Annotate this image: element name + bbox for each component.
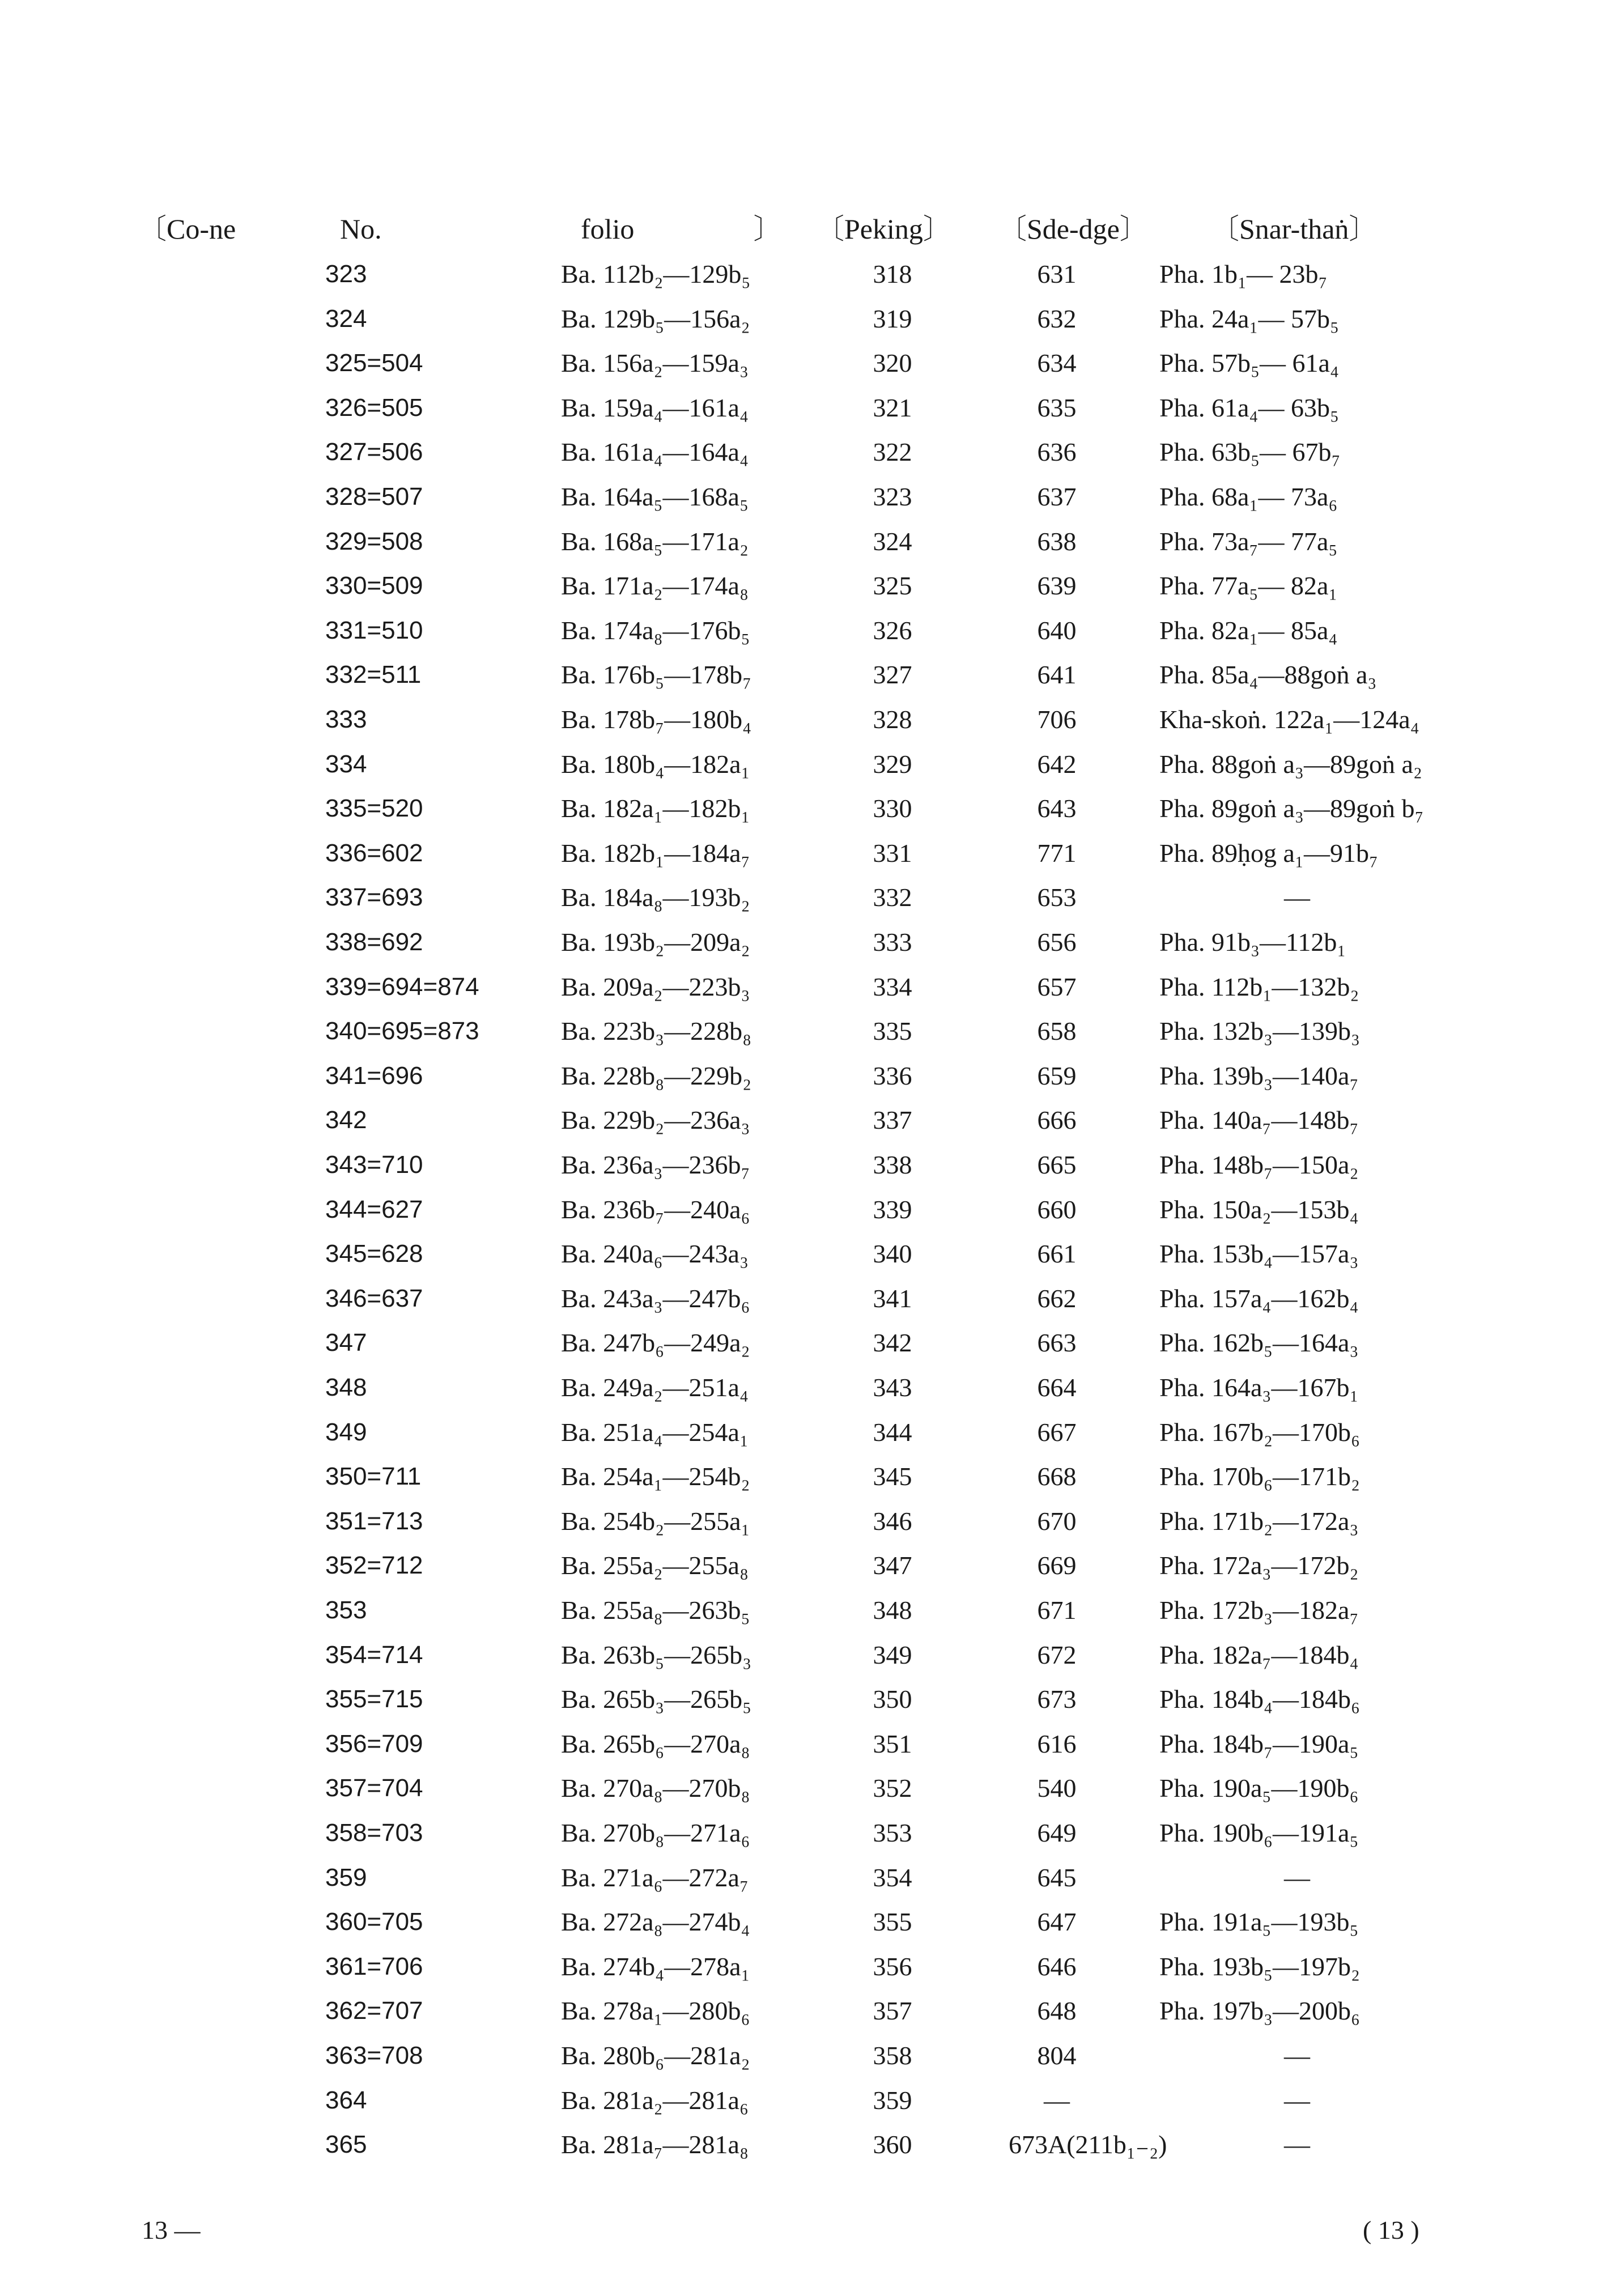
sdedge-number: 639 bbox=[1037, 571, 1077, 600]
sdedge-number: 671 bbox=[1037, 1596, 1077, 1625]
sdedge-number: 673A(211b₁₋₂) bbox=[1009, 2130, 1167, 2159]
peking-number: 324 bbox=[873, 527, 912, 556]
snarthan-range: Pha. 85a₄—88goṅ a₃ bbox=[1159, 660, 1377, 689]
table-row bbox=[0, 1545, 1624, 1586]
entry-number: 343=710 bbox=[325, 1151, 423, 1179]
snarthan-range: — bbox=[1284, 2130, 1310, 2159]
folio-range: Ba. 209a₂—223b₃ bbox=[561, 972, 750, 1001]
entry-number: 338=692 bbox=[325, 928, 423, 956]
folio-range: Ba. 274b₄—278a₁ bbox=[561, 1952, 750, 1981]
sdedge-number: 637 bbox=[1037, 482, 1077, 511]
entry-number: 364 bbox=[325, 2086, 367, 2114]
snarthan-range: Kha-skoṅ. 122a₁—124a₄ bbox=[1159, 705, 1419, 734]
folio-range: Ba. 236b₇—240a₆ bbox=[561, 1195, 750, 1224]
sdedge-number: 804 bbox=[1037, 2041, 1077, 2070]
folio-range: Ba. 243a₃—247b₆ bbox=[561, 1284, 750, 1313]
snarthan-range: Pha. 89ḥog a₁—91b₇ bbox=[1159, 839, 1378, 868]
table-row bbox=[0, 699, 1624, 740]
page-number-left: 13 — bbox=[142, 2216, 201, 2244]
peking-number: 359 bbox=[873, 2086, 912, 2115]
entry-number: 351=713 bbox=[325, 1507, 423, 1535]
table-row bbox=[0, 1501, 1624, 1542]
entry-number: 358=703 bbox=[325, 1819, 423, 1847]
folio-range: Ba. 161a₄—164a₄ bbox=[561, 437, 749, 466]
table-row bbox=[0, 1590, 1624, 1631]
sdedge-number: 658 bbox=[1037, 1017, 1077, 1045]
table-row bbox=[0, 388, 1624, 428]
header-snarthan: 〔Snar-thaṅ〕 bbox=[1211, 213, 1378, 245]
peking-number: 332 bbox=[873, 883, 912, 912]
entry-number: 345=628 bbox=[325, 1240, 423, 1268]
table-row bbox=[0, 1145, 1624, 1185]
table-row bbox=[0, 1768, 1624, 1809]
entry-number: 325=504 bbox=[325, 349, 423, 377]
header-folio: folio 〕 bbox=[581, 213, 782, 245]
entry-number: 342 bbox=[325, 1106, 367, 1134]
table-row bbox=[0, 1100, 1624, 1141]
snarthan-range: Pha. 82a₁— 85a₄ bbox=[1159, 616, 1338, 645]
folio-range: Ba. 271a₆—272a₇ bbox=[561, 1863, 749, 1892]
snarthan-range: — bbox=[1284, 2086, 1310, 2115]
entry-number: 359 bbox=[325, 1864, 367, 1891]
sdedge-number: 661 bbox=[1037, 1239, 1077, 1268]
snarthan-range: Pha. 157a₄—162b₄ bbox=[1159, 1284, 1359, 1313]
header-peking: 〔Peking〕 bbox=[816, 213, 951, 245]
folio-range: Ba. 184a₈—193b₂ bbox=[561, 883, 750, 912]
peking-number: 335 bbox=[873, 1017, 912, 1045]
snarthan-range: Pha. 148b₇—150a₂ bbox=[1159, 1150, 1359, 1179]
sdedge-number: 648 bbox=[1037, 1996, 1077, 2025]
peking-number: 340 bbox=[873, 1239, 912, 1268]
entry-number: 348 bbox=[325, 1374, 367, 1401]
folio-range: Ba. 270b₈—271a₆ bbox=[561, 1818, 750, 1847]
entry-number: 340=695=873 bbox=[325, 1017, 479, 1045]
folio-range: Ba. 280b₆—281a₂ bbox=[561, 2041, 750, 2070]
peking-number: 347 bbox=[873, 1551, 912, 1580]
entry-number: 346=637 bbox=[325, 1285, 423, 1312]
folio-range: Ba. 168a₅—171a₂ bbox=[561, 527, 749, 556]
folio-range: Ba. 251a₄—254a₁ bbox=[561, 1418, 749, 1447]
peking-number: 355 bbox=[873, 1907, 912, 1936]
snarthan-range: Pha. 172b₃—182a₇ bbox=[1159, 1596, 1359, 1625]
sdedge-number: 670 bbox=[1037, 1507, 1077, 1536]
folio-range: Ba. 249a₂—251a₄ bbox=[561, 1373, 749, 1402]
snarthan-range: Pha. 57b₅— 61a₄ bbox=[1159, 348, 1339, 377]
table-row bbox=[0, 833, 1624, 874]
folio-range: Ba. 156a₂—159a₃ bbox=[561, 348, 749, 377]
entry-number: 353 bbox=[325, 1596, 367, 1624]
table-row bbox=[0, 1323, 1624, 1363]
table-row bbox=[0, 477, 1624, 517]
sdedge-number: 659 bbox=[1037, 1061, 1077, 1090]
sdedge-number: 771 bbox=[1037, 839, 1077, 868]
entry-number: 339=694=874 bbox=[325, 973, 479, 1001]
snarthan-range: Pha. 172a₃—172b₂ bbox=[1159, 1551, 1359, 1580]
table-header bbox=[0, 209, 1624, 249]
peking-number: 350 bbox=[873, 1685, 912, 1714]
page-number-right: ( 13 ) bbox=[1363, 2216, 1419, 2244]
folio-range: Ba. 176b₅—178b₇ bbox=[561, 660, 752, 689]
sdedge-number: 668 bbox=[1037, 1462, 1077, 1491]
folio-range: Ba. 265b₃—265b₅ bbox=[561, 1685, 752, 1714]
snarthan-range: Pha. 24a₁— 57b₅ bbox=[1159, 304, 1339, 333]
sdedge-number: 635 bbox=[1037, 393, 1077, 422]
sdedge-number: 636 bbox=[1037, 437, 1077, 466]
sdedge-number: 647 bbox=[1037, 1907, 1077, 1936]
sdedge-number: 640 bbox=[1037, 616, 1077, 645]
table-row bbox=[0, 1056, 1624, 1096]
peking-number: 318 bbox=[873, 260, 912, 288]
entry-number: 349 bbox=[325, 1418, 367, 1446]
sdedge-number: 663 bbox=[1037, 1328, 1077, 1357]
entry-number: 365 bbox=[325, 2131, 367, 2158]
peking-number: 321 bbox=[873, 393, 912, 422]
table-row bbox=[0, 1456, 1624, 1497]
entry-number: 335=520 bbox=[325, 794, 423, 822]
snarthan-range: Pha. 68a₁— 73a₆ bbox=[1159, 482, 1338, 511]
peking-number: 337 bbox=[873, 1106, 912, 1134]
header-sdedge: 〔Sde-dge〕 bbox=[998, 213, 1148, 245]
table-row bbox=[0, 1234, 1624, 1274]
entry-number: 354=714 bbox=[325, 1641, 423, 1669]
snarthan-range: Pha. 197b₃—200b₆ bbox=[1159, 1996, 1361, 2025]
entry-number: 327=506 bbox=[325, 438, 423, 466]
entry-number: 329=508 bbox=[325, 528, 423, 555]
peking-number: 331 bbox=[873, 839, 912, 868]
peking-number: 353 bbox=[873, 1818, 912, 1847]
folio-range: Ba. 254a₁—254b₂ bbox=[561, 1462, 750, 1491]
sdedge-number: 656 bbox=[1037, 928, 1077, 956]
folio-range: Ba. 254b₂—255a₁ bbox=[561, 1507, 750, 1536]
table-row bbox=[0, 254, 1624, 295]
peking-number: 342 bbox=[873, 1328, 912, 1357]
peking-number: 323 bbox=[873, 482, 912, 511]
folio-range: Ba. 182b₁—184a₇ bbox=[561, 839, 750, 868]
peking-number: 357 bbox=[873, 1996, 912, 2025]
sdedge-number: 646 bbox=[1037, 1952, 1077, 1981]
snarthan-range: Pha. 73a₇— 77a₅ bbox=[1159, 527, 1338, 556]
snarthan-range: Pha. 150a₂—153b₄ bbox=[1159, 1195, 1359, 1224]
peking-number: 356 bbox=[873, 1952, 912, 1981]
peking-number: 348 bbox=[873, 1596, 912, 1625]
folio-range: Ba. 178b₇—180b₄ bbox=[561, 705, 752, 734]
sdedge-number: 649 bbox=[1037, 1818, 1077, 1847]
table-row bbox=[0, 1635, 1624, 1676]
folio-range: Ba. 255a₂—255a₈ bbox=[561, 1551, 749, 1580]
entry-number: 334 bbox=[325, 750, 367, 778]
table-row bbox=[0, 654, 1624, 695]
sdedge-number: 657 bbox=[1037, 972, 1077, 1001]
entry-number: 330=509 bbox=[325, 572, 423, 599]
entry-number: 360=705 bbox=[325, 1908, 423, 1936]
folio-range: Ba. 255a₈—263b₅ bbox=[561, 1596, 750, 1625]
peking-number: 319 bbox=[873, 304, 912, 333]
peking-number: 344 bbox=[873, 1418, 912, 1447]
table-row bbox=[0, 1813, 1624, 1853]
entry-number: 347 bbox=[325, 1329, 367, 1357]
entry-number: 355=715 bbox=[325, 1685, 423, 1713]
header-no: No. bbox=[340, 213, 382, 245]
entry-number: 332=511 bbox=[325, 661, 422, 688]
peking-number: 358 bbox=[873, 2041, 912, 2070]
folio-range: Ba. 263b₅—265b₃ bbox=[561, 1640, 752, 1669]
entry-number: 333 bbox=[325, 705, 367, 733]
peking-number: 336 bbox=[873, 1061, 912, 1090]
sdedge-number: 660 bbox=[1037, 1195, 1077, 1224]
peking-number: 334 bbox=[873, 972, 912, 1001]
folio-range: Ba. 228b₈—229b₂ bbox=[561, 1061, 752, 1090]
sdedge-number: 673 bbox=[1037, 1685, 1077, 1714]
table-row bbox=[0, 1902, 1624, 1942]
sdedge-number: 540 bbox=[1037, 1774, 1077, 1802]
folio-range: Ba. 270a₈—270b₈ bbox=[561, 1774, 750, 1802]
sdedge-number: 706 bbox=[1037, 705, 1077, 734]
folio-range: Ba. 159a₄—161a₄ bbox=[561, 393, 749, 422]
sdedge-number: 669 bbox=[1037, 1551, 1077, 1580]
folio-range: Ba. 236a₃—236b₇ bbox=[561, 1150, 750, 1179]
folio-range: Ba. 278a₁—280b₆ bbox=[561, 1996, 750, 2025]
sdedge-number: 666 bbox=[1037, 1106, 1077, 1134]
peking-number: 338 bbox=[873, 1150, 912, 1179]
folio-range: Ba. 164a₅—168a₅ bbox=[561, 482, 749, 511]
table-row bbox=[0, 1412, 1624, 1453]
entry-number: 344=627 bbox=[325, 1196, 423, 1223]
folio-range: Ba. 223b₃—228b₈ bbox=[561, 1017, 752, 1045]
sdedge-number: 616 bbox=[1037, 1729, 1077, 1758]
sdedge-number: 672 bbox=[1037, 1640, 1077, 1669]
table-row bbox=[0, 521, 1624, 562]
table-row bbox=[0, 1367, 1624, 1408]
entry-number: 336=602 bbox=[325, 839, 423, 867]
folio-range: Ba. 265b₆—270a₈ bbox=[561, 1729, 750, 1758]
entry-number: 362=707 bbox=[325, 1997, 423, 2025]
entry-number: 326=505 bbox=[325, 394, 423, 422]
entry-number: 331=510 bbox=[325, 616, 423, 644]
peking-number: 320 bbox=[873, 348, 912, 377]
table-row bbox=[0, 1278, 1624, 1319]
sdedge-number: 642 bbox=[1037, 750, 1077, 779]
table-row bbox=[0, 877, 1624, 918]
peking-number: 354 bbox=[873, 1863, 912, 1892]
table-row bbox=[0, 2035, 1624, 2076]
table-row bbox=[0, 2124, 1624, 2165]
sdedge-number: 667 bbox=[1037, 1418, 1077, 1447]
folio-range: Ba. 129b₅—156a₂ bbox=[561, 304, 750, 333]
peking-number: 327 bbox=[873, 660, 912, 689]
peking-number: 349 bbox=[873, 1640, 912, 1669]
sdedge-number: 641 bbox=[1037, 660, 1077, 689]
peking-number: 352 bbox=[873, 1774, 912, 1802]
peking-number: 330 bbox=[873, 794, 912, 823]
table-row bbox=[0, 2080, 1624, 2121]
snarthan-range: Pha. 184b₇—190a₅ bbox=[1159, 1729, 1359, 1758]
table-row bbox=[0, 432, 1624, 473]
entry-number: 328=507 bbox=[325, 483, 423, 511]
peking-number: 322 bbox=[873, 437, 912, 466]
peking-number: 346 bbox=[873, 1507, 912, 1536]
snarthan-range: Pha. 77a₅— 82a₁ bbox=[1159, 571, 1338, 600]
sdedge-number: 634 bbox=[1037, 348, 1077, 377]
snarthan-range: Pha. 91b₃—112b₁ bbox=[1159, 928, 1346, 956]
table-row bbox=[0, 788, 1624, 829]
folio-range: Ba. 272a₈—274b₄ bbox=[561, 1907, 750, 1936]
folio-range: Ba. 182a₁—182b₁ bbox=[561, 794, 750, 823]
entry-number: 324 bbox=[325, 305, 367, 333]
snarthan-range: — bbox=[1284, 883, 1310, 912]
snarthan-range: Pha. 167b₂—170b₆ bbox=[1159, 1418, 1361, 1447]
sdedge-number: 638 bbox=[1037, 527, 1077, 556]
entry-number: 352=712 bbox=[325, 1551, 423, 1579]
snarthan-range: Pha. 139b₃—140a₇ bbox=[1159, 1061, 1359, 1090]
table-row bbox=[0, 343, 1624, 384]
snarthan-range: Pha. 162b₅—164a₃ bbox=[1159, 1328, 1359, 1357]
entry-number: 356=709 bbox=[325, 1730, 423, 1758]
peking-number: 360 bbox=[873, 2130, 912, 2159]
table-row bbox=[0, 1679, 1624, 1720]
table-row bbox=[0, 1189, 1624, 1230]
sdedge-number: 665 bbox=[1037, 1150, 1077, 1179]
sdedge-number: 631 bbox=[1037, 260, 1077, 288]
sdedge-number: — bbox=[1044, 2086, 1070, 2115]
entry-number: 361=706 bbox=[325, 1953, 423, 1980]
snarthan-range: Pha. 190a₅—190b₆ bbox=[1159, 1774, 1359, 1802]
table-row bbox=[0, 610, 1624, 651]
peking-number: 328 bbox=[873, 705, 912, 734]
snarthan-range: Pha. 132b₃—139b₃ bbox=[1159, 1017, 1361, 1045]
peking-number: 343 bbox=[873, 1373, 912, 1402]
entry-number: 323 bbox=[325, 260, 367, 288]
sdedge-number: 653 bbox=[1037, 883, 1077, 912]
peking-number: 341 bbox=[873, 1284, 912, 1313]
snarthan-range: Pha. 182a₇—184b₄ bbox=[1159, 1640, 1359, 1669]
table-row bbox=[0, 744, 1624, 785]
entry-number: 350=711 bbox=[325, 1462, 422, 1490]
peking-number: 339 bbox=[873, 1195, 912, 1224]
sdedge-number: 632 bbox=[1037, 304, 1077, 333]
table-row bbox=[0, 1724, 1624, 1764]
table-row bbox=[0, 1946, 1624, 1987]
peking-number: 345 bbox=[873, 1462, 912, 1491]
folio-range: Ba. 247b₆—249a₂ bbox=[561, 1328, 750, 1357]
snarthan-range: Pha. 153b₄—157a₃ bbox=[1159, 1239, 1359, 1268]
header-cone: 〔Co-ne bbox=[138, 213, 236, 245]
table-row bbox=[0, 1991, 1624, 2031]
snarthan-range: Pha. 63b₅— 67b₇ bbox=[1159, 437, 1341, 466]
folio-range: Ba. 171a₂—174a₈ bbox=[561, 571, 749, 600]
table-row bbox=[0, 967, 1624, 1007]
snarthan-range: Pha. 1b₁— 23b₇ bbox=[1159, 260, 1328, 288]
peking-number: 329 bbox=[873, 750, 912, 779]
table-row bbox=[0, 299, 1624, 339]
folio-range: Ba. 229b₂—236a₃ bbox=[561, 1106, 750, 1134]
sdedge-number: 662 bbox=[1037, 1284, 1077, 1313]
table-row bbox=[0, 566, 1624, 606]
entry-number: 337=693 bbox=[325, 883, 423, 911]
folio-range: Ba. 180b₄—182a₁ bbox=[561, 750, 750, 779]
sdedge-number: 643 bbox=[1037, 794, 1077, 823]
snarthan-range: Pha. 88goṅ a₃—89goṅ a₂ bbox=[1159, 750, 1422, 779]
folio-range: Ba. 112b₂—129b₅ bbox=[561, 260, 751, 288]
folio-range: Ba. 281a₂—281a₆ bbox=[561, 2086, 749, 2115]
snarthan-range: Pha. 171b₂—172a₃ bbox=[1159, 1507, 1359, 1536]
snarthan-range: Pha. 140a₇—148b₇ bbox=[1159, 1106, 1359, 1134]
peking-number: 333 bbox=[873, 928, 912, 956]
snarthan-range: Pha. 164a₃—167b₁ bbox=[1159, 1373, 1359, 1402]
peking-number: 326 bbox=[873, 616, 912, 645]
snarthan-range: Pha. 191a₅—193b₅ bbox=[1159, 1907, 1359, 1936]
peking-number: 325 bbox=[873, 571, 912, 600]
table-row bbox=[0, 922, 1624, 963]
snarthan-range: — bbox=[1284, 1863, 1310, 1892]
sdedge-number: 664 bbox=[1037, 1373, 1077, 1402]
folio-range: Ba. 193b₂—209a₂ bbox=[561, 928, 750, 956]
folio-range: Ba. 174a₈—176b₅ bbox=[561, 616, 750, 645]
snarthan-range: Pha. 193b₅—197b₂ bbox=[1159, 1952, 1361, 1981]
table-row bbox=[0, 1011, 1624, 1052]
entry-number: 341=696 bbox=[325, 1062, 423, 1090]
snarthan-range: Pha. 89goṅ a₃—89goṅ b₇ bbox=[1159, 794, 1424, 823]
sdedge-number: 645 bbox=[1037, 1863, 1077, 1892]
entry-number: 357=704 bbox=[325, 1774, 423, 1802]
snarthan-range: Pha. 184b₄—184b₆ bbox=[1159, 1685, 1361, 1714]
peking-number: 351 bbox=[873, 1729, 912, 1758]
folio-range: Ba. 240a₆—243a₃ bbox=[561, 1239, 749, 1268]
folio-range: Ba. 281a₇—281a₈ bbox=[561, 2130, 749, 2159]
entry-number: 363=708 bbox=[325, 2042, 423, 2069]
snarthan-range: Pha. 170b₆—171b₂ bbox=[1159, 1462, 1361, 1491]
snarthan-range: Pha. 190b₆—191a₅ bbox=[1159, 1818, 1359, 1847]
table-row bbox=[0, 1857, 1624, 1898]
snarthan-range: Pha. 112b₁—132b₂ bbox=[1159, 972, 1359, 1001]
snarthan-range: — bbox=[1284, 2041, 1310, 2070]
snarthan-range: Pha. 61a₄— 63b₅ bbox=[1159, 393, 1339, 422]
